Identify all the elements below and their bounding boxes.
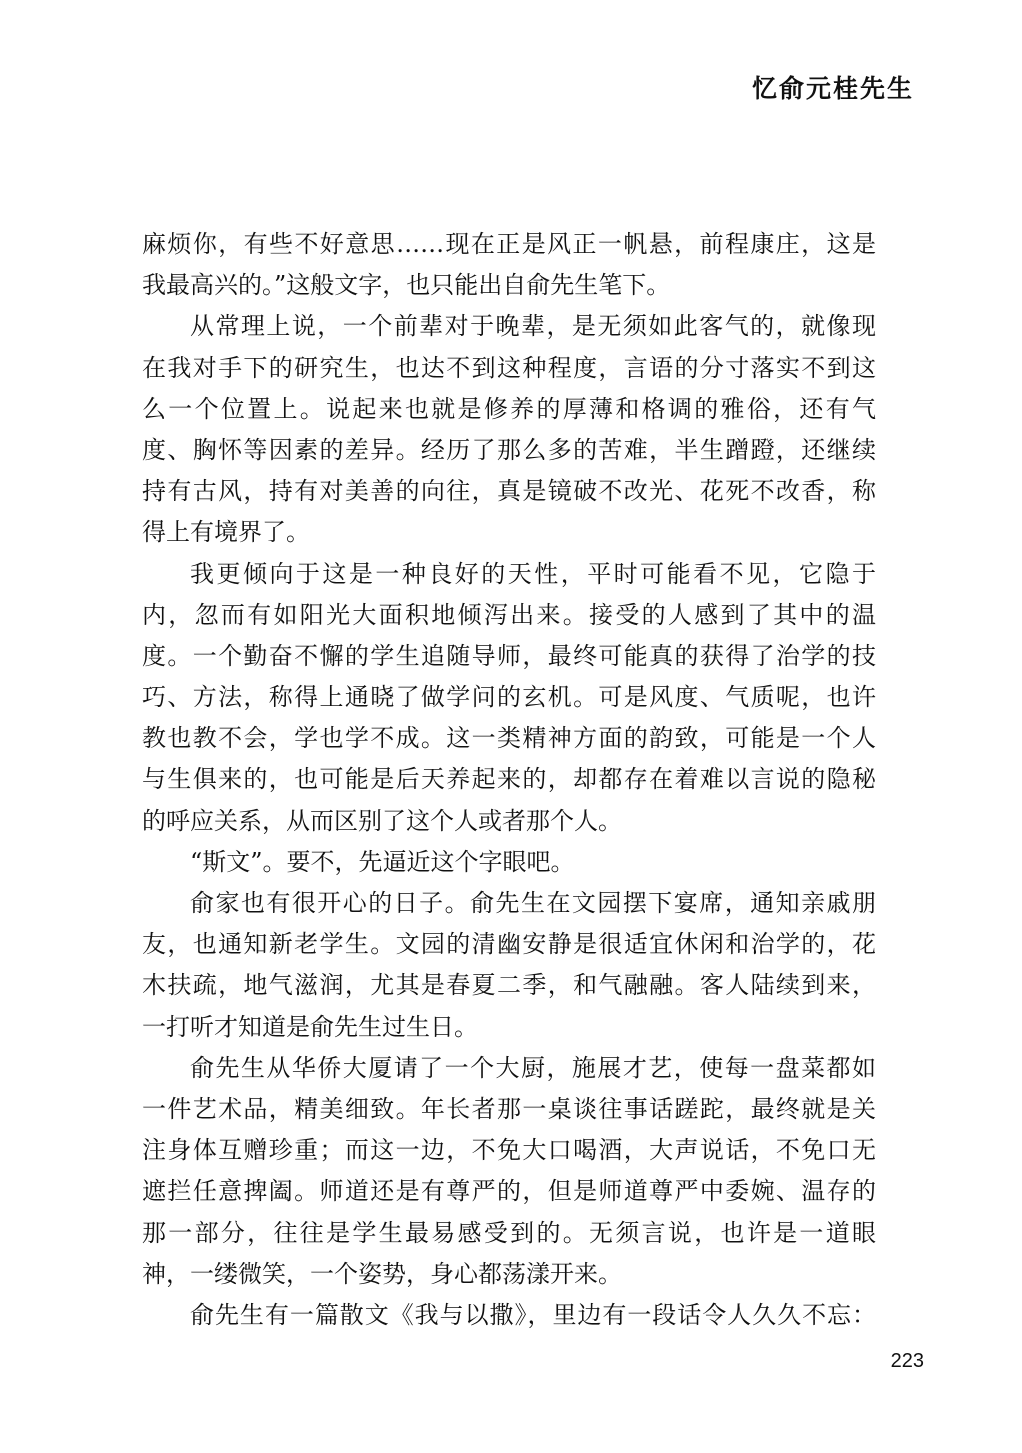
text-line: 度、胸怀等因素的差异。经历了那么多的苦难，半生蹭蹬，还继续 bbox=[142, 435, 876, 464]
text-line: 巧、方法，称得上通晓了做学问的玄机。可是风度、气质呢，也许 bbox=[142, 683, 876, 712]
text-line: 俞先生从华侨大厦请了一个大厨，施展才艺，使每一盘菜都如 bbox=[190, 1053, 876, 1082]
text-line: 俞先生有一篇散文《我与以撒》，里边有一段话令人久久不忘： bbox=[190, 1300, 876, 1329]
text-line: 从常理上说，一个前辈对于晚辈，是无须如此客气的，就像现 bbox=[190, 312, 876, 341]
text-line: “斯文”。要不，先逼近这个字眼吧。 bbox=[190, 847, 575, 876]
running-head-title: 忆俞元桂先生 bbox=[751, 74, 914, 103]
text-line: 持有古风，持有对美善的向往，真是镜破不改光、花死不改香，称 bbox=[142, 477, 876, 506]
text-line: 得上有境界了。 bbox=[142, 518, 310, 547]
body-text bbox=[142, 224, 876, 1336]
text-line: 与生俱来的，也可能是后天养起来的，却都存在着难以言说的隐秘 bbox=[142, 765, 876, 794]
text-line: 友，也通知新老学生。文园的清幽安静是很适宜休闲和治学的，花 bbox=[142, 930, 876, 959]
text-line: 注身体互赠珍重；而这一边，不免大口喝酒，大声说话，不免口无 bbox=[142, 1136, 876, 1165]
text-line: 神，一缕微笑，一个姿势，身心都荡漾开来。 bbox=[142, 1259, 622, 1288]
text-line: 那一部分，往往是学生最易感受到的。无须言说，也许是一道眼 bbox=[142, 1218, 876, 1247]
text-line: 在我对手下的研究生，也达不到这种程度，言语的分寸落实不到这 bbox=[142, 353, 876, 382]
text-line: 教也教不会，学也学不成。这一类精神方面的韵致，可能是一个人 bbox=[142, 724, 876, 753]
text-line: 遮拦任意捭阖。师道还是有尊严的，但是师道尊严中委婉、温存的 bbox=[142, 1177, 876, 1206]
text-line: 木扶疏，地气滋润，尤其是春夏二季，和气融融。客人陆续到来， bbox=[142, 971, 876, 1000]
page-number: 223 bbox=[890, 1350, 924, 1372]
text-line: 度。一个勤奋不懈的学生追随导师，最终可能真的获得了治学的技 bbox=[142, 641, 876, 670]
text-line: 一打听才知道是俞先生过生日。 bbox=[142, 1012, 478, 1041]
text-line: 我更倾向于这是一种良好的天性，平时可能看不见，它隐于 bbox=[190, 559, 876, 588]
text-line: 麻烦你，有些不好意思……现在正是风正一帆悬，前程康庄，这是 bbox=[142, 230, 876, 258]
text-line: 么一个位置上。说起来也就是修养的厚薄和格调的雅俗，还有气 bbox=[142, 394, 876, 423]
text-line: 一件艺术品，精美细致。年长者那一桌谈往事话蹉跎，最终就是关 bbox=[142, 1094, 876, 1123]
text-line: 的呼应关系，从而区别了这个人或者那个人。 bbox=[142, 806, 622, 835]
text-line: 俞家也有很开心的日子。俞先生在文园摆下宴席，通知亲戚朋 bbox=[190, 889, 876, 917]
text-line: 内，忽而有如阳光大面积地倾泻出来。接受的人感到了其中的温 bbox=[142, 600, 876, 629]
text-line: 我最高兴的。”这般文字，也只能出自俞先生笔下。 bbox=[142, 271, 671, 300]
